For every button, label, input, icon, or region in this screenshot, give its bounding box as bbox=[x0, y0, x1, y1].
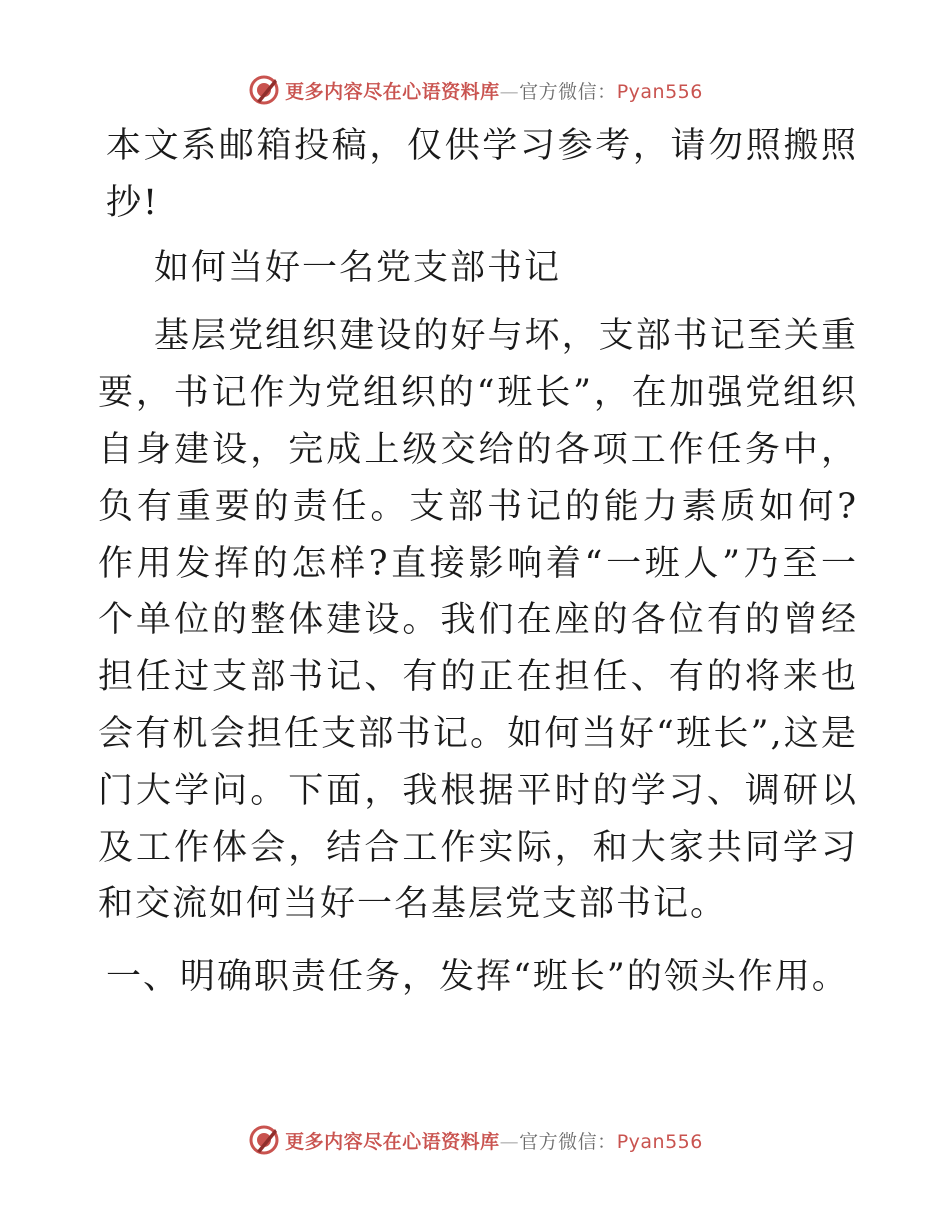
watermark-dash: — bbox=[499, 1130, 520, 1153]
watermark-label: 官方微信： bbox=[519, 1130, 617, 1153]
body-paragraph: 基层党组织建设的好与坏，支部书记至关重要，书记作为党组织的“班长”，在加强党组织自身建设，完成上级交给的各项工作任务中，负有重要的责任。支部书记的能力素质如何?作用发挥的怎样?直接影响着“一班人”乃至一个单位的整体建设。我们在座的各位有的曾经担任过支部书记、有的正在担任、有的将来也会有机会担任支部书记。如何当好“班长”,这是门大学问。下面，我根据平时的学习、调研以及工作体会，结合工作实际，和大家共同学习和交流如何当好一名基层党支部书记。 bbox=[98, 316, 858, 925]
section-heading: 一、明确职责任务，发挥“班长”的领头作用。 bbox=[106, 957, 849, 998]
watermark-header bbox=[0, 70, 950, 110]
notice-text: 本文系邮箱投稿，仅供学习参考，请勿照搬照抄! bbox=[106, 126, 858, 223]
quill-logo-icon bbox=[247, 73, 281, 107]
watermark-id: Pyan556 bbox=[616, 1130, 703, 1153]
watermark-text bbox=[285, 1127, 703, 1154]
watermark-text bbox=[285, 77, 703, 104]
watermark-label: 官方微信： bbox=[519, 80, 617, 103]
watermark-id: Pyan556 bbox=[616, 80, 703, 103]
watermark-main: 更多内容尽在心语资料库 bbox=[285, 1130, 500, 1153]
watermark-footer bbox=[0, 1120, 950, 1160]
quill-logo-icon bbox=[247, 1123, 281, 1157]
page-title: 如何当好一名党支部书记 bbox=[154, 247, 562, 288]
document-body bbox=[98, 118, 858, 1006]
watermark-main: 更多内容尽在心语资料库 bbox=[285, 80, 500, 103]
watermark-dash: — bbox=[499, 80, 520, 103]
